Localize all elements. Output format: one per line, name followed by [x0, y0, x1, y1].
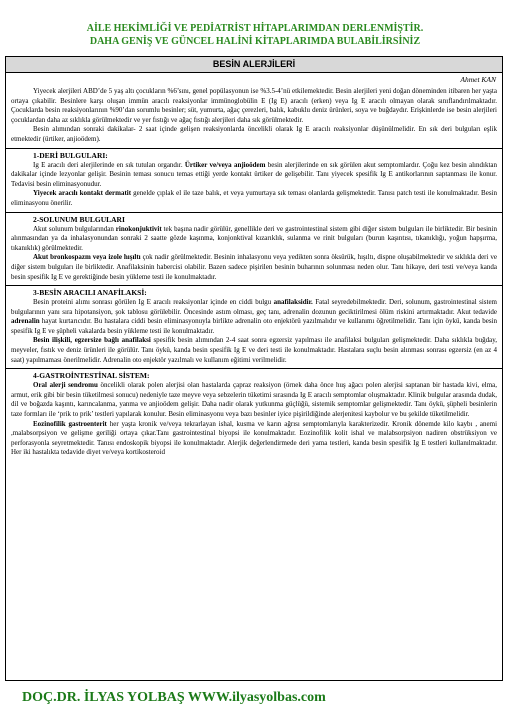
banner-line-2: DAHA GENİŞ VE GÜNCEL HALİNİ KİTAPLARIMDA BULABİLİRSİNİZ: [89, 36, 421, 47]
text-run: Besin proteini alımı sonrası görülen Ig E aracılı reaksiyonlar içinde en ciddi bulgu: [33, 298, 274, 307]
intro-paragraph-2: Besin alımından sonraki dakikalar- 2 saat içinde gelişen reaksiyonlarda öncelikli olarak Ig E aracılı reaksiyonlar düşünülmelidir. En sık deri bulguları eşlik etmektedir (ürtiker, anjioödem).: [11, 125, 497, 143]
article-title: BESİN ALERJİLERİ: [6, 57, 502, 73]
bold-term: Besin ilişkili, egzersize bağlı anafilaksi: [33, 336, 151, 345]
text-run: öncelikli olarak polen alerjisi olan hastalarda çapraz reaksiyon (örnek daha önce huş ağacı polen alerjisi saptanan bir hastada kivi, elma, armut, erik gibi bir besin tüketilmesi sonucu) nedeniyle taze meyve veya sebzelerin tüketimi sırasında Ig E aracılı semptomlar oluşmaktadır. Klinik bulgular arasında dudak, dil ve boğazda kaşıntı, karıncalanma, yanma ve anjioödem gelişir. Daha nadir olarak yutkunma güçlüğü, sistemik semptomlar gelişmektedir. Tanı öykü, şüpheli besinlerin taze formları ile ‘prik to prik’ testleri yapılarak konulur. Besin eliminasyonu veya bazı besinler iyice pişirildiğinde alerjenitesi kaybolur ve bu şekilde tüketilmelidir.: [11, 381, 497, 419]
bold-term: adrenalin: [11, 317, 40, 326]
text-run: tek başına nadir görülür, genellikle deri ve gastrointestinal sistem gibi diğer sistem bulguları ile birliktedir. Bir besinin alınmasından ya da inhalasyonundan sonraki 2 saatte gözde kaşınma, konjonktival kızarıklık, sulanma ve rinit bulguları (burun kaşıntısı, tıkanıklığı, yoğun hapşırma, tıkanıklık) görülmektedir.: [11, 224, 497, 252]
section-paragraph: [11, 336, 497, 365]
intro-section: [6, 85, 502, 149]
intro-paragraph-1: Yiyecek alerjileri ABD’de 5 yaş altı çocukların %6’sını, genel popülasyonun ise %3.5-4’nü etkilemektedir. Besin alerjileri yeni doğan döneminden itibaren her yaşta ortaya çıkabilir. Besinlere karşı oluşan immün aracılı reaksiyonlar immünoglobülin E (Ig E) aracılı (erken) veya Ig E aracılı olmayan olarak sınıflandırılmaktadır. Çocuklarda besin reaksiyonlarının %90’dan sorumlu besinler; süt, yumurta, ağaç çerezleri, balık, kabuklu deniz ürünleri, soya ve buğdaydır. Erişkinlerde ise besin alerjileri çocuklardan daha az sıklıkla görülmektedir ve yer fıstığı ve ağaç fıstığı alerjileri daha sık görülmektedir.: [11, 87, 497, 124]
text-run: Akut solunum bulgularından: [33, 224, 116, 233]
text-run: her yaşta kronik ve/veya tekrarlayan ishal, kusma ve karın ağrısı semptomlarıyla karakterizedir. Kronik dönemde kilo kaybı , anemi ,malabsorpsiyon ve gelişme geriliği ortaya çıkar.Tanı gastrointestinal biyopsi ile konulmaktadır. Eozinofilik kolit ishal ve malabsorpsiyon nadiren obstrüksiyon ve perforasyonla seyretmektedir. Tanısı endoskopik biyopsi ile konulmaktadır. Alerjik değerlendirmede deri yama testleri, kanda besin spesifik Ig E testleri kullanılmaktadır. Her iki hastalıkta tedavide diyet ve/veya kortikosteroid: [11, 419, 498, 457]
bold-term: Ürtiker ve/veya anjioödem: [184, 160, 266, 169]
section-respiratory: [6, 213, 502, 287]
section-paragraph: [11, 381, 497, 419]
section-paragraph: [11, 225, 497, 254]
bold-term: Yiyecek aracılı kontakt dermatit: [33, 189, 132, 198]
section-paragraph: [11, 189, 497, 208]
section-heading: 3-BESİN ARACILI ANAFİLAKSİ:: [33, 288, 147, 298]
section-paragraph: [11, 253, 497, 282]
text-run: hayat kurtarıcıdır. Bu hastalara ciddi besin eliminasyonuyla birlikte adrenalin oto enjektörü yazılmalıdır ve kullanımı öğretilmelidir. Tanı için öykü, kanda besin spesifik Ig E ve şüpheli vakalarda besin yükleme testi ile konulmaktadır.: [11, 317, 497, 335]
section-heading: 4-GASTROİNTESTİNAL SİSTEM:: [33, 371, 150, 381]
section-paragraph: [11, 420, 497, 458]
text-run: çok nadir görülmektedir. Besinin inhalasyonu veya yedikten sonra öksürük, hışıltı, dispne oluşabilmektedir ve sıklıkla deri ve diğer sistem bulguları ile birliktedir. Anafilaksinin habercisi olabilir. Bazen sadece pişirilen besinin buharının solunması neden olur. Tanı hikaye, deri testi ve/veya kanda besin spesifik Ig E ve gerektiğinde besin yükleme testi ile konulmaktadır.: [11, 253, 497, 281]
bold-term: Eozinofilik gastroenterit: [33, 419, 107, 428]
text-run: besin alerjilerinde en sık görülen akut semptomlardır. Çoğu kez besin alındıktan dakikalar içinde lezyonlar gelişir. Besinin teması sonucu temas ettiği yerde kontakt ürtiker de gelişebilir. Tanı yiyecek spesifik Ig E antikorlarının saptanması ile konur. Tedavisi besin eliminasyonudur.: [11, 160, 497, 188]
section-gastrointestinal: [6, 369, 502, 461]
bold-term: rinokonjuktivit: [115, 224, 162, 233]
section-paragraph: [11, 161, 497, 190]
text-run: spesifik besin alımından 2-4 saat sonra egzersiz yapılması ile anafilaksi bulguları gelişmektedir. Daha sıklıkla buğday, meyveler, fıstık ve deniz ürünleri ile görülür. Tanı öykü, kanda besin spesifik Ig E ve deri testi ile konulmaktadır. Hastalara suçlu besin alınması sonrası egzersiz (en az 4 saat) yapılmaması önerilmelidir. Adrenalin oto enjektör yazılmalı ve kullanım eğitimi verilmelidir.: [11, 336, 497, 364]
bold-term: Akut bronkospazm veya izole hışıltı: [33, 253, 141, 262]
section-skin: [6, 149, 502, 213]
bold-term: Oral alerji sendromu: [33, 381, 98, 390]
text-run: Ig E aracılı deri alerjilerinde en sık tutulan organdır.: [33, 160, 185, 169]
header-banner: [20, 22, 490, 48]
text-run: Fatal seyredebilmektedir. Deri, solunum, gastrointestinal sistem bulgularının yanı sıra hipotansiyon, şok tablosu görülebilir. Öncesinde astım olması, geç tanı, adrenalin dozunun geciktirilmesi ölüm riskini artırmaktadır. Akut tedavide: [11, 298, 497, 316]
text-run: genelde çıplak el ile taze balık, et veya yumurtaya sık teması olanlarda gelişmektedir. Tanısı patch testi ile konulmaktadır. Besin eliminasyonu önerilir.: [11, 189, 497, 207]
article-box: [5, 56, 503, 681]
section-anaphylaxis: [6, 286, 502, 369]
banner-line-1: AİLE HEKİMLİĞİ VE PEDİATRİST HİTAPLARIMDAN DERLENMİŞTİR.: [86, 23, 424, 34]
section-paragraph: [11, 298, 497, 336]
section-heading: 2-SOLUNUM BULGULARI: [33, 214, 125, 224]
section-heading: 1-DERİ BULGULARI:: [33, 150, 108, 160]
footer-signature: DOÇ.DR. İLYAS YOLBAŞ WWW.ilyasyolbas.com: [22, 690, 326, 705]
author-name: Ahmet KAN: [460, 75, 496, 84]
bold-term: anafilaksidir.: [273, 298, 313, 307]
